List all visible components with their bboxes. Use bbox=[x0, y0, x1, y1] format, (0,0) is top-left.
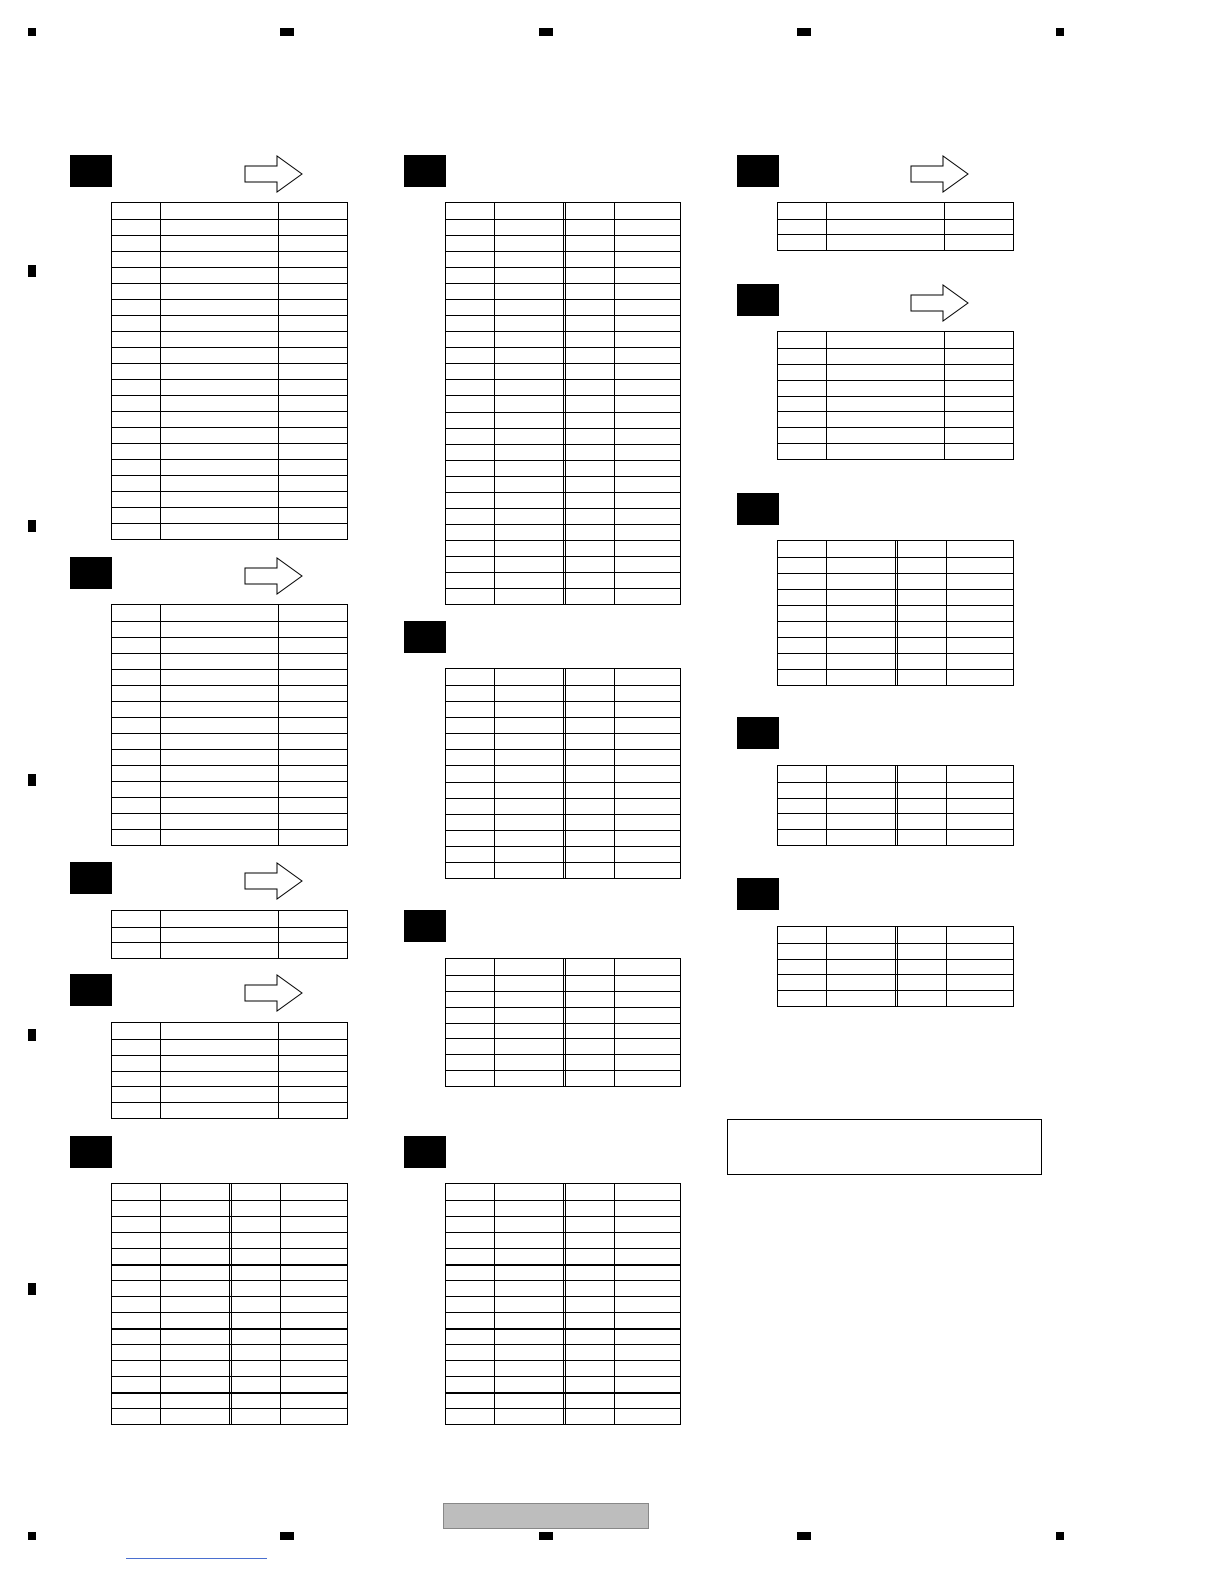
table-row-rule bbox=[112, 251, 347, 252]
reg-mark-bottom bbox=[280, 1532, 294, 1540]
table-row-rule bbox=[112, 507, 347, 508]
table-row-rule bbox=[112, 927, 347, 928]
section-label-block bbox=[404, 155, 446, 187]
table-column-rule bbox=[826, 541, 827, 685]
table-row-rule bbox=[112, 669, 347, 670]
table-row-rule bbox=[112, 942, 347, 943]
table-row-rule bbox=[778, 396, 1013, 397]
reg-mark-bottom bbox=[1056, 1532, 1064, 1540]
reg-mark-left bbox=[28, 1283, 36, 1295]
table-B2 bbox=[445, 668, 681, 879]
right-arrow-icon bbox=[244, 861, 304, 901]
right-arrow-icon bbox=[244, 556, 304, 596]
table-row-rule bbox=[112, 379, 347, 380]
table-column-rule bbox=[278, 605, 279, 845]
table-row-rule bbox=[112, 653, 347, 654]
table-column-rule bbox=[826, 766, 827, 845]
reg-mark-left bbox=[28, 265, 36, 277]
table-A4 bbox=[111, 1022, 348, 1119]
table-row-rule bbox=[112, 717, 347, 718]
reg-mark-top bbox=[28, 28, 36, 36]
table-column-divider bbox=[563, 959, 566, 1086]
table-row-rule bbox=[112, 813, 347, 814]
table-column-rule bbox=[944, 203, 945, 250]
table-row-rule bbox=[112, 443, 347, 444]
table-column-rule bbox=[614, 203, 615, 604]
section-label-block bbox=[737, 284, 779, 316]
table-row-rule bbox=[778, 411, 1013, 412]
table-row-rule bbox=[112, 1071, 347, 1072]
reg-mark-bottom bbox=[28, 1532, 36, 1540]
table-row-rule bbox=[112, 475, 347, 476]
table-row-rule bbox=[112, 347, 347, 348]
table-row-rule bbox=[112, 765, 347, 766]
section-label-block bbox=[404, 621, 446, 653]
table-column-rule bbox=[826, 332, 827, 459]
table-column-divider bbox=[563, 1184, 566, 1424]
table-A5 bbox=[111, 1183, 348, 1425]
table-column-rule bbox=[278, 203, 279, 539]
section-label-block bbox=[737, 717, 779, 749]
table-row-rule bbox=[112, 491, 347, 492]
reg-mark-top bbox=[797, 28, 811, 36]
table-row-rule bbox=[112, 701, 347, 702]
table-C5 bbox=[777, 926, 1014, 1007]
table-row-rule bbox=[112, 1039, 347, 1040]
right-arrow-icon bbox=[244, 973, 304, 1013]
table-row-rule bbox=[112, 749, 347, 750]
table-row-rule bbox=[112, 1055, 347, 1056]
reg-mark-left bbox=[28, 774, 36, 786]
table-C4 bbox=[777, 765, 1014, 846]
table-C2 bbox=[777, 331, 1014, 460]
table-column-rule bbox=[160, 1023, 161, 1118]
reg-mark-top bbox=[539, 28, 553, 36]
table-row-rule bbox=[778, 443, 1013, 444]
table-column-rule bbox=[494, 959, 495, 1086]
table-column-rule bbox=[494, 1184, 495, 1424]
table-row-rule bbox=[112, 235, 347, 236]
table-row-rule bbox=[112, 829, 347, 830]
table-row-rule bbox=[112, 1102, 347, 1103]
table-column-rule bbox=[614, 669, 615, 878]
table-column-rule bbox=[826, 927, 827, 1006]
page-number-box bbox=[443, 1503, 649, 1529]
table-row-rule bbox=[112, 523, 347, 524]
bottom-rule bbox=[126, 1558, 267, 1559]
table-B4 bbox=[445, 1183, 681, 1425]
section-label-block bbox=[404, 910, 446, 942]
table-row-rule bbox=[112, 283, 347, 284]
table-column-rule bbox=[278, 1023, 279, 1118]
table-row-rule bbox=[778, 234, 1013, 235]
section-label-block bbox=[70, 557, 112, 589]
table-column-rule bbox=[944, 332, 945, 459]
table-column-rule bbox=[494, 669, 495, 878]
table-column-divider bbox=[895, 766, 898, 845]
table-column-rule bbox=[614, 1184, 615, 1424]
table-row-rule bbox=[112, 395, 347, 396]
right-arrow-icon bbox=[244, 154, 304, 194]
table-column-rule bbox=[946, 766, 947, 845]
table-row-rule bbox=[112, 1086, 347, 1087]
table-column-rule bbox=[280, 1184, 281, 1424]
table-row-rule bbox=[112, 637, 347, 638]
table-column-divider bbox=[895, 541, 898, 685]
table-column-rule bbox=[826, 203, 827, 250]
table-column-rule bbox=[160, 1184, 161, 1424]
table-column-divider bbox=[563, 203, 566, 604]
reg-mark-bottom bbox=[797, 1532, 811, 1540]
table-column-rule bbox=[160, 203, 161, 539]
table-row-rule bbox=[778, 348, 1013, 349]
table-column-rule bbox=[278, 911, 279, 958]
right-arrow-icon bbox=[910, 283, 970, 323]
reg-mark-top bbox=[280, 28, 294, 36]
section-label-block bbox=[737, 493, 779, 525]
table-column-rule bbox=[946, 541, 947, 685]
table-A2 bbox=[111, 604, 348, 846]
table-column-rule bbox=[160, 911, 161, 958]
reg-mark-top bbox=[1056, 28, 1064, 36]
reg-mark-bottom bbox=[539, 1532, 553, 1540]
table-A1 bbox=[111, 202, 348, 540]
table-C1 bbox=[777, 202, 1014, 251]
table-column-rule bbox=[494, 203, 495, 604]
table-B3 bbox=[445, 958, 681, 1087]
section-label-block bbox=[737, 155, 779, 187]
table-column-rule bbox=[946, 927, 947, 1006]
table-B1 bbox=[445, 202, 681, 605]
table-row-rule bbox=[778, 219, 1013, 220]
table-row-rule bbox=[112, 315, 347, 316]
table-column-rule bbox=[614, 959, 615, 1086]
table-row-rule bbox=[778, 427, 1013, 428]
table-A3 bbox=[111, 910, 348, 959]
table-row-rule bbox=[112, 299, 347, 300]
note-box bbox=[727, 1119, 1042, 1175]
table-row-rule bbox=[112, 621, 347, 622]
table-row-rule bbox=[112, 331, 347, 332]
table-row-rule bbox=[112, 781, 347, 782]
section-label-block bbox=[70, 974, 112, 1006]
table-row-rule bbox=[778, 380, 1013, 381]
table-row-rule bbox=[778, 364, 1013, 365]
table-row-rule bbox=[112, 411, 347, 412]
table-C3 bbox=[777, 540, 1014, 686]
section-label-block bbox=[70, 155, 112, 187]
table-column-divider bbox=[229, 1184, 232, 1424]
table-row-rule bbox=[112, 427, 347, 428]
reg-mark-left bbox=[28, 520, 36, 532]
table-column-divider bbox=[563, 669, 566, 878]
section-label-block bbox=[70, 862, 112, 894]
table-column-divider bbox=[895, 927, 898, 1006]
section-label-block bbox=[737, 878, 779, 910]
table-row-rule bbox=[112, 267, 347, 268]
table-column-rule bbox=[160, 605, 161, 845]
table-row-rule bbox=[112, 797, 347, 798]
section-label-block bbox=[70, 1136, 112, 1168]
right-arrow-icon bbox=[910, 154, 970, 194]
table-row-rule bbox=[112, 219, 347, 220]
reg-mark-left bbox=[28, 1029, 36, 1041]
table-row-rule bbox=[112, 685, 347, 686]
table-row-rule bbox=[112, 733, 347, 734]
table-row-rule bbox=[112, 363, 347, 364]
section-label-block bbox=[404, 1136, 446, 1168]
table-row-rule bbox=[112, 459, 347, 460]
